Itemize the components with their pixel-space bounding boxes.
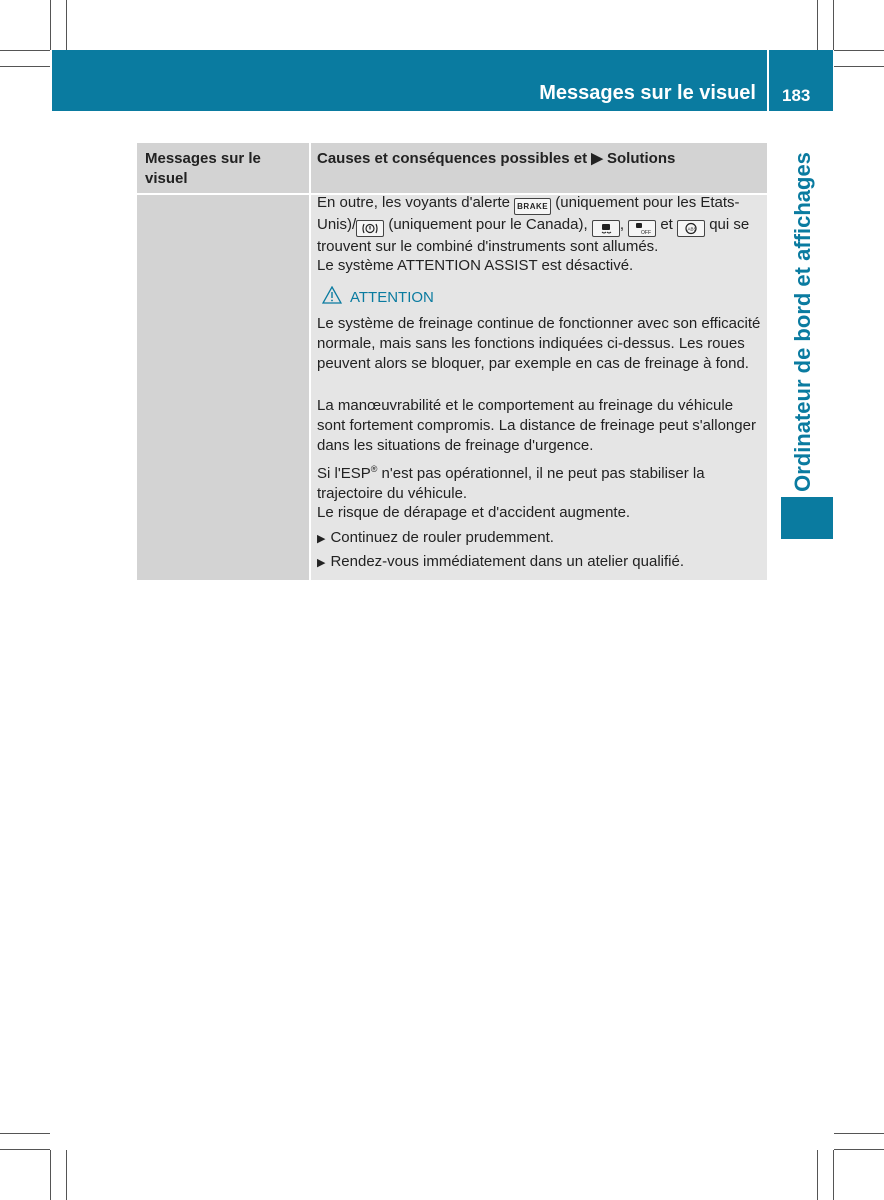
- header-separator: [767, 50, 769, 111]
- para1-et: et: [660, 216, 673, 233]
- svg-text:OFF: OFF: [641, 229, 652, 235]
- chapter-tab-marker: [781, 497, 833, 539]
- action-item-2: [317, 552, 763, 573]
- crop-mark: [50, 1150, 51, 1200]
- chapter-side-title: Ordinateur de bord et affichages: [790, 152, 815, 492]
- svg-text:ABS: ABS: [687, 226, 697, 232]
- para1-text-b: (uniquement pour les Etats-Unis)/: [317, 194, 740, 233]
- column-header-messages-text: Messages sur le visuel: [145, 150, 261, 187]
- page-header-title: Messages sur le visuel: [539, 82, 756, 104]
- attention-warning-heading: [322, 286, 434, 308]
- column-header-messages: [145, 149, 295, 189]
- crop-mark: [0, 1149, 50, 1150]
- message-table: [137, 143, 767, 580]
- page-number: 183: [782, 86, 811, 105]
- action-arrow-icon: ▶: [317, 533, 326, 545]
- action-item-1: [317, 528, 763, 549]
- crop-mark: [66, 0, 67, 50]
- solutions-arrow-icon: ▶: [591, 150, 603, 167]
- crop-mark: [834, 66, 884, 67]
- crop-mark: [834, 1133, 884, 1134]
- action-item-1-text: Continuez de rouler prudemment.: [330, 529, 554, 546]
- braking-paragraph: Le système de freinage continue de fonctionner avec son efficacité normale, mais sans les fonctions indiquées ci-dessus. Les roues peuvent alors se bloquer, par exemple en cas de freinage à fond.: [317, 315, 761, 372]
- crop-mark: [834, 1149, 884, 1150]
- para1-text-d: qui se trouvent sur le combiné d'instruments sont allumés.: [317, 216, 750, 255]
- crop-mark: [66, 1150, 67, 1200]
- esp-paragraph: [317, 459, 763, 504]
- esp-text-a: Si l'ESP: [317, 465, 371, 482]
- warning-triangle-icon: [322, 286, 342, 308]
- crop-mark: [833, 0, 834, 50]
- table-cell-message-empty: [137, 195, 309, 580]
- brake-circle-warning-icon: [356, 220, 384, 237]
- action-arrow-icon: ▶: [317, 557, 326, 569]
- brake-warning-icon: BRAKE: [514, 198, 551, 215]
- para1-text-c: (uniquement pour le Canada),: [388, 216, 588, 233]
- manoeuvrability-paragraph: La manœuvrabilité et le comportement au freinage du véhicule sont fortement compromis. La distance de freinage peut s'allonger dans les situations de freinage d'urgence.: [317, 397, 756, 454]
- esp-off-warning-icon: [628, 220, 656, 237]
- crop-mark: [50, 0, 51, 50]
- crop-mark: [833, 1150, 834, 1200]
- crop-mark: [817, 1150, 818, 1200]
- crop-mark: [0, 1133, 50, 1134]
- crop-mark: [834, 50, 884, 51]
- crop-mark: [817, 0, 818, 50]
- attention-assist-paragraph: Le système ATTENTION ASSIST est désactivé.: [317, 257, 634, 274]
- para1-comma: ,: [619, 216, 624, 233]
- crop-mark: [0, 66, 50, 67]
- esp-warning-icon: [592, 220, 620, 237]
- esp-text-b: n'est pas opérationnel, il ne peut pas stabiliser la trajectoire du véhicule.: [317, 465, 705, 502]
- column-header-solutions-text: Solutions: [607, 150, 676, 167]
- para1-text-a: En outre, les voyants d'alerte: [317, 194, 510, 211]
- crop-mark: [0, 50, 50, 51]
- risk-paragraph: Le risque de dérapage et d'accident augmente.: [317, 504, 631, 521]
- abs-warning-icon: [677, 220, 705, 237]
- warning-label: ATTENTION: [350, 288, 434, 306]
- action-item-2-text: Rendez-vous immédiatement dans un atelier qualifié.: [330, 553, 684, 570]
- column-header-causes-text: Causes et conséquences possibles et: [317, 150, 588, 167]
- registered-mark: ®: [370, 464, 378, 474]
- column-header-causes: [317, 149, 757, 169]
- warning-lamps-paragraph: [317, 193, 763, 257]
